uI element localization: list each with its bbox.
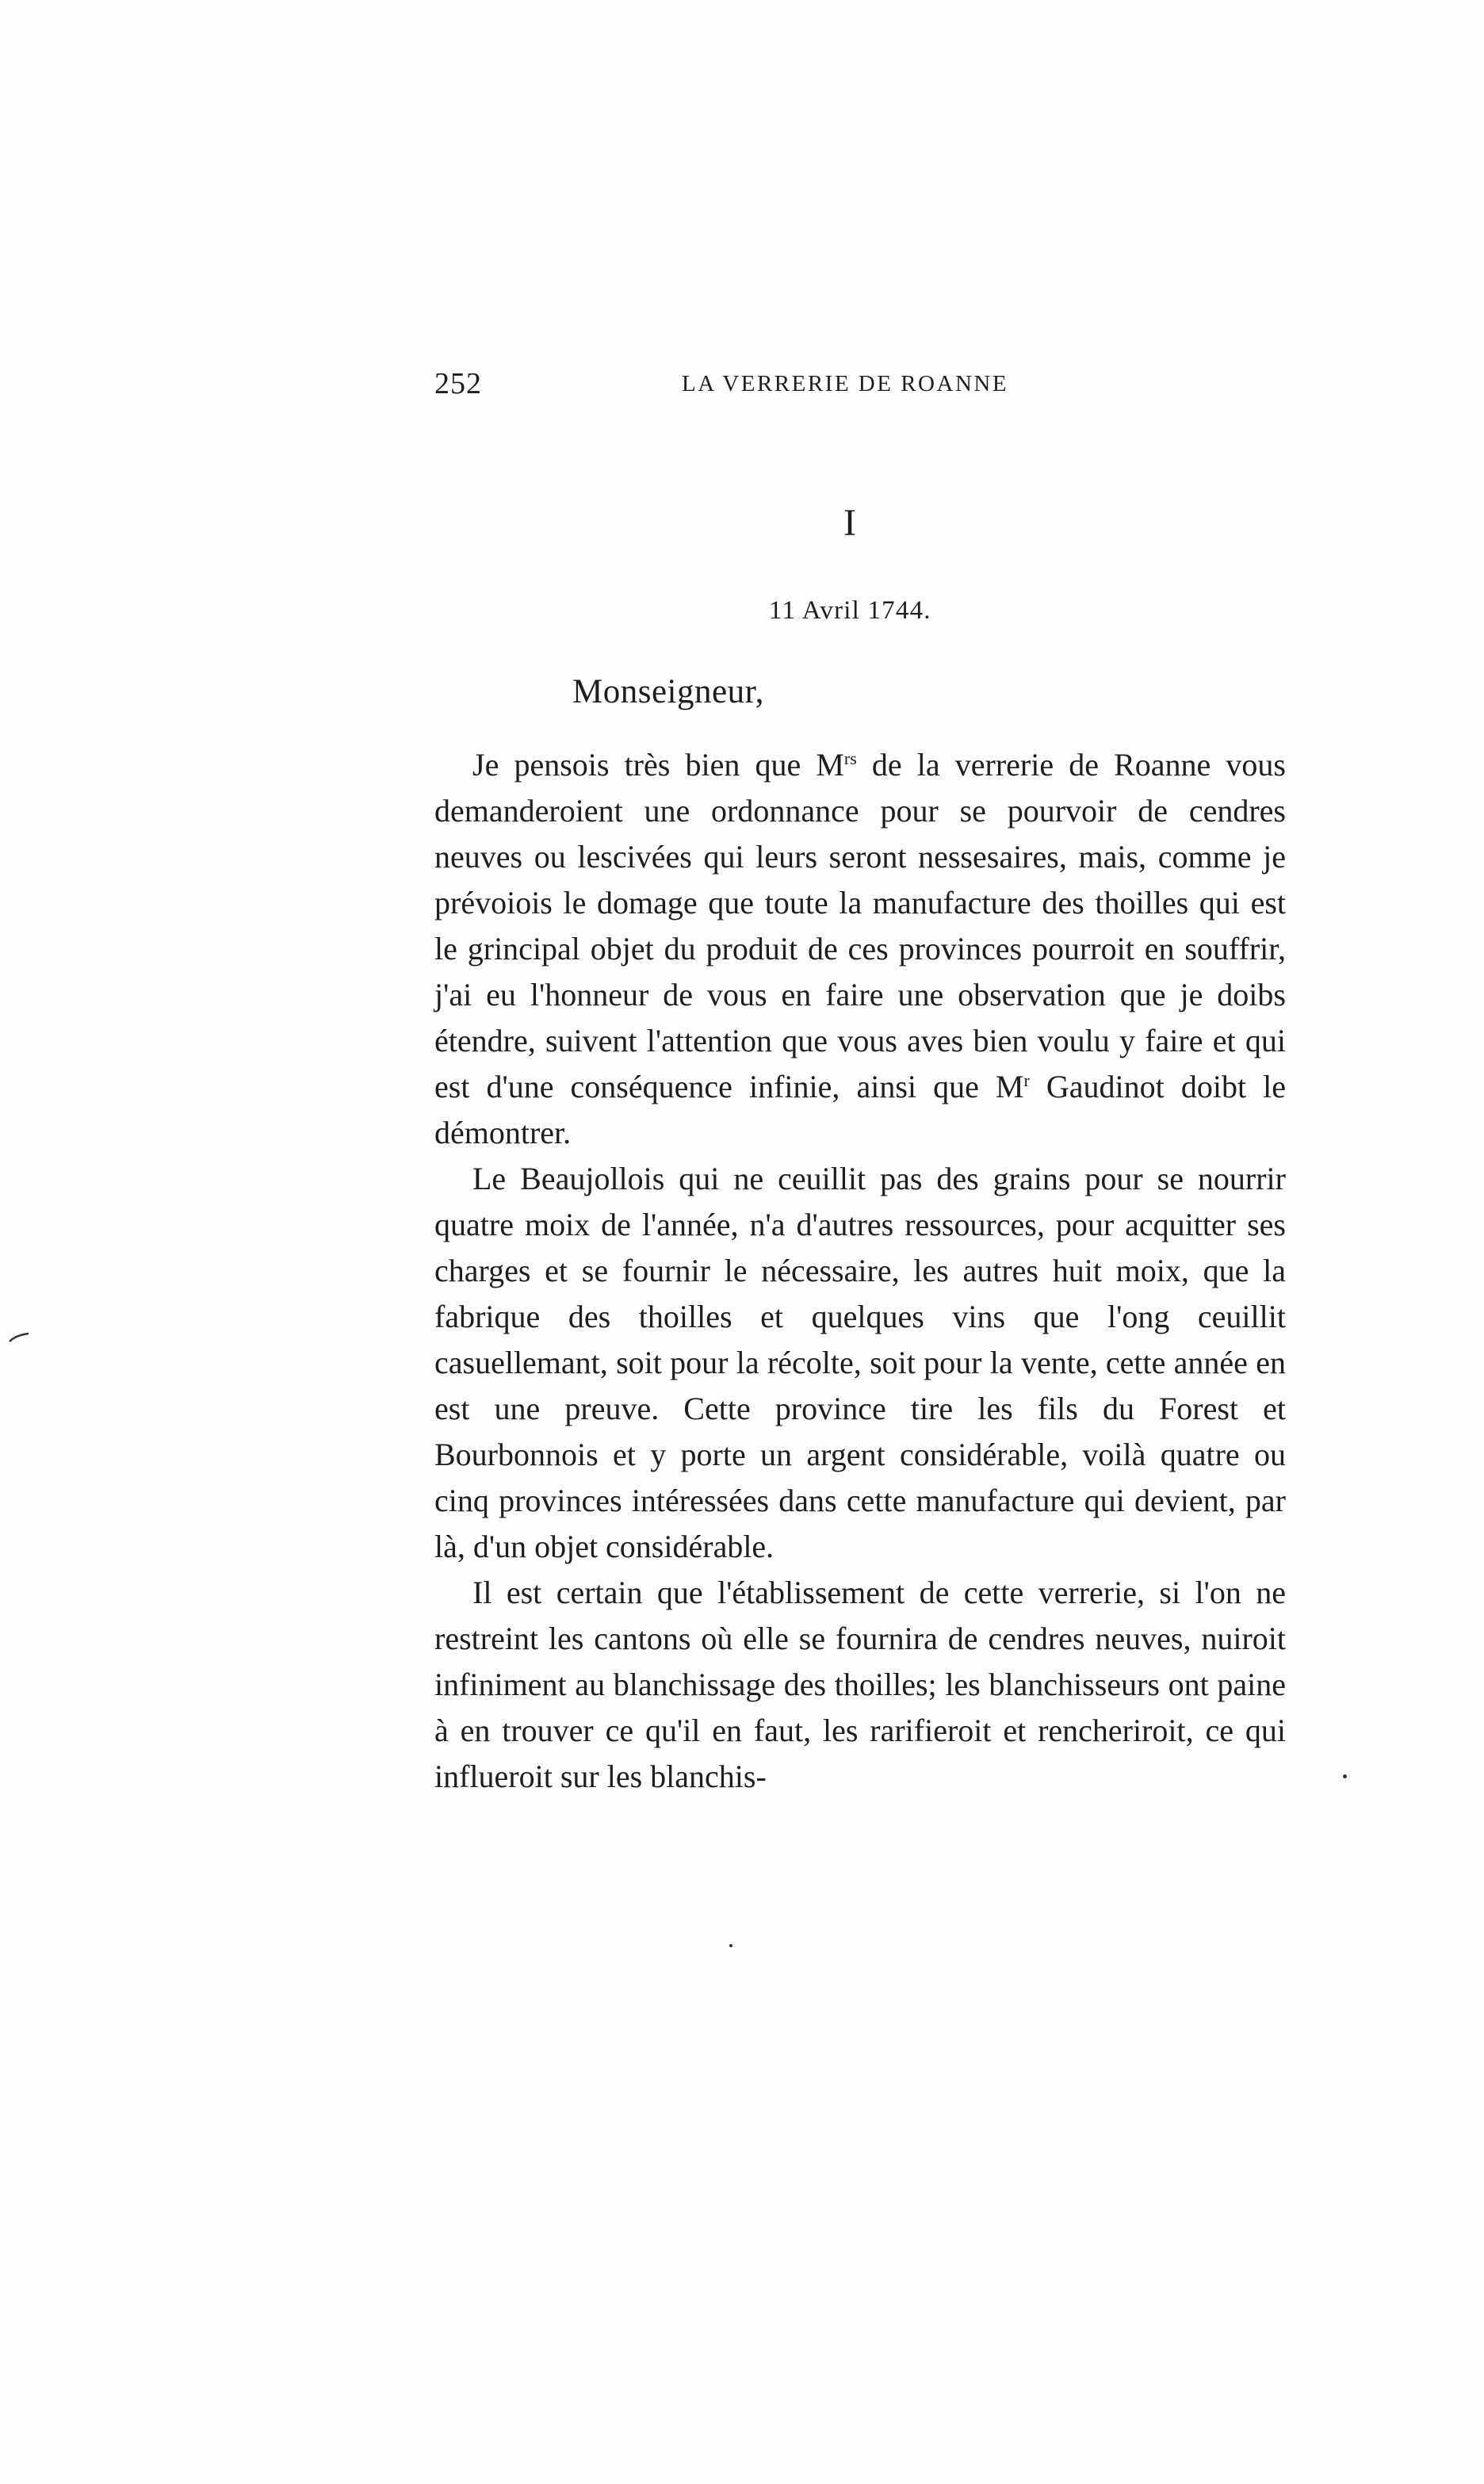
superscript-r: r [1023,1070,1030,1090]
paragraph-1-part-b: de la verrerie de Roanne vous demanderoient une ordonnance pour se pourvoir de cendres neuves ou lescivées qui leurs seront nessesaires, mais, comme je prévoiois le domage que toute la manufacture des thoilles qui est le grincipal objet du produit de ces provinces pourroit en souffrir, j'ai eu l'honneur de vous en faire une observation que je doibs étendre, suivent l'attention que vous aves bien voulu y faire et qui est d'une conséquence infinie, ainsi que M [434,747,1286,1104]
superscript-rs: rs [843,748,857,768]
paragraph-2: Le Beaujollois qui ne ceuillit pas des grains pour se nourrir quatre moix de l'année, n'a d'autres ressources, pour acquitter ses charges et se fournir le nécessaire, les autres huit moix, que la fabrique des thoilles et quelques vins que l'ong ceuillit casuellemant, soit pour la récolte, soit pour la vente, cette année en est une preuve. Cette province tire les fils du Forest et Bourbonnois et y porte un argent considérable, voilà quatre ou cinq provinces intéressées dans cette manufacture qui devient, par là, d'un objet considérable. [434,1161,1286,1564]
paragraph-3: Il est certain que l'établissement de cette verrerie, si l'on ne restreint les cantons où elle se fournira de cendres neuves, nuiroit infiniment au blanchissage des thoilles; les blanchisseurs ont paine à en trouver ce qu'il en faut, les rarifieroit et rencheriroit, ce qui influeroit sur les blanchis- [434,1575,1286,1794]
margin-tick-mark [8,1332,30,1343]
running-head [434,366,1037,406]
ink-speck [729,1944,732,1947]
letter-date: 11 Avril 1744. [769,596,931,625]
salutation: Monseigneur, [572,673,764,710]
paragraph-1-part-a: Je pensois très bien que M [472,747,844,783]
ink-speck [1343,1774,1347,1778]
paragraph-1-part-c: Gaudinot doibt le démontrer. [434,1069,1287,1150]
section-number: I [843,502,856,544]
running-title: LA VERRERIE DE ROANNE [682,371,1009,396]
page-number: 252 [434,367,482,400]
paragraph-1 [434,742,1286,1156]
body-text [434,742,1286,1800]
